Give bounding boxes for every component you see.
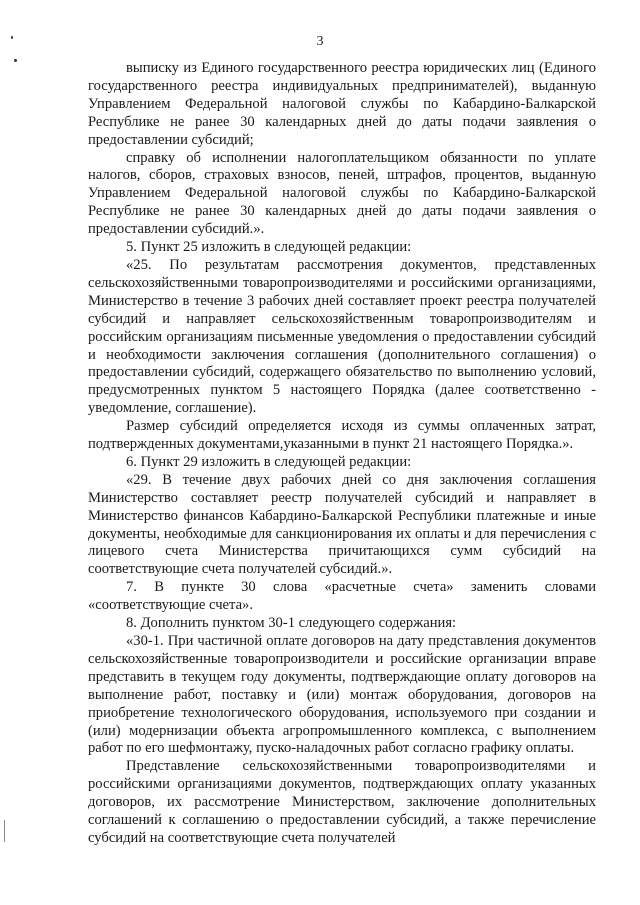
scan-speck <box>14 59 17 62</box>
paragraph: 6. Пункт 29 изложить в следующей редакции: <box>126 453 412 470</box>
paragraph: 7. В пункте 30 слова «расчетные счета» заменить словами «соответствующие счета». <box>88 579 596 614</box>
paragraph: 5. Пункт 25 изложить в следующей редакции: <box>126 239 412 256</box>
paragraph: Размер субсидий определяется исходя из суммы оплаченных затрат, подтвержденных документами,указанными в пункт 21 настоящего Порядка.». <box>88 418 596 453</box>
paragraph: выписку из Единого государственного реестра юридических лиц (Единого государственного реестра индивидуальных предпринимателей), выданную Управлением Федеральной налоговой службы по Кабардино-Балкарской Республике не ранее 30 календарных дней до даты подачи заявления о предоставлении субсидий; <box>88 60 596 148</box>
paragraph: «29. В течение двух рабочих дней со дня заключения соглашения Министерство составляет реестр получателей субсидий и направляет в Министерство финансов Кабардино-Балкарской Республики платежные и иные документы, необходимые для санкционирования их оплаты и для перечисления с лицевого счета Министерства причитающихся сумм субсидий на соответствующие счета получателей субсидий.». <box>88 471 596 578</box>
paragraph: справку об исполнении налогоплательщиком обязанности по уплате налогов, сборов, страховых взносов, пеней, штрафов, процентов, выданную Управлением Федеральной налоговой службы по Кабардино-Балкарской Республике не ранее 30 календарных дней до даты подачи заявления о предоставлении субсидий.». <box>88 149 596 238</box>
page-number: 3 <box>316 34 324 49</box>
paragraph: Представление сельскохозяйственными товаропроизводителями и российскими организациями документов, подтверждающих оплату указанных договоров, их рассмотрение Министерством, заключение дополнительных соглашений к соглашению о предоставлении субсидий, а также перечисление субсидий на соответствующие счета получателей <box>88 758 596 846</box>
scan-edge-mark <box>4 820 5 842</box>
paragraph: 8. Дополнить пунктом 30-1 следующего содержания: <box>126 615 457 632</box>
paragraph: «30-1. При частичной оплате договоров на дату представления документов сельскохозяйственные товаропроизводители и российские организации вправе представить в текущем году документы, подтверждающие оплату договоров на выполнение работ, поставку и (или) монтаж оборудования, договоров на приобретение технологического оборудования, используемого при создании и (или) модернизации объекта агропромышленного комплекса, с выполнением работ по его шефмонтажу, пуско-наладочных работ согласно графику оплаты. <box>88 633 596 757</box>
paragraph: «25. По результатам рассмотрения документов, представленных сельскохозяйственными товаропроизводителями и российскими организациями, Министерство в течение 3 рабочих дней составляет проект реестра получателей субсидий и направляет сельскохозяйственным товаропроизводителям и российским организациям письменные уведомления о предоставлении субсидий и необходимости заключения соглашения (дополнительного соглашения) о предоставлении субсидий, содержащего обязательство по выполнению условий, предусмотренных пунктом 5 настоящего Порядка (далее соответственно - уведомление, соглашение). <box>88 256 596 417</box>
document-body <box>88 60 596 848</box>
